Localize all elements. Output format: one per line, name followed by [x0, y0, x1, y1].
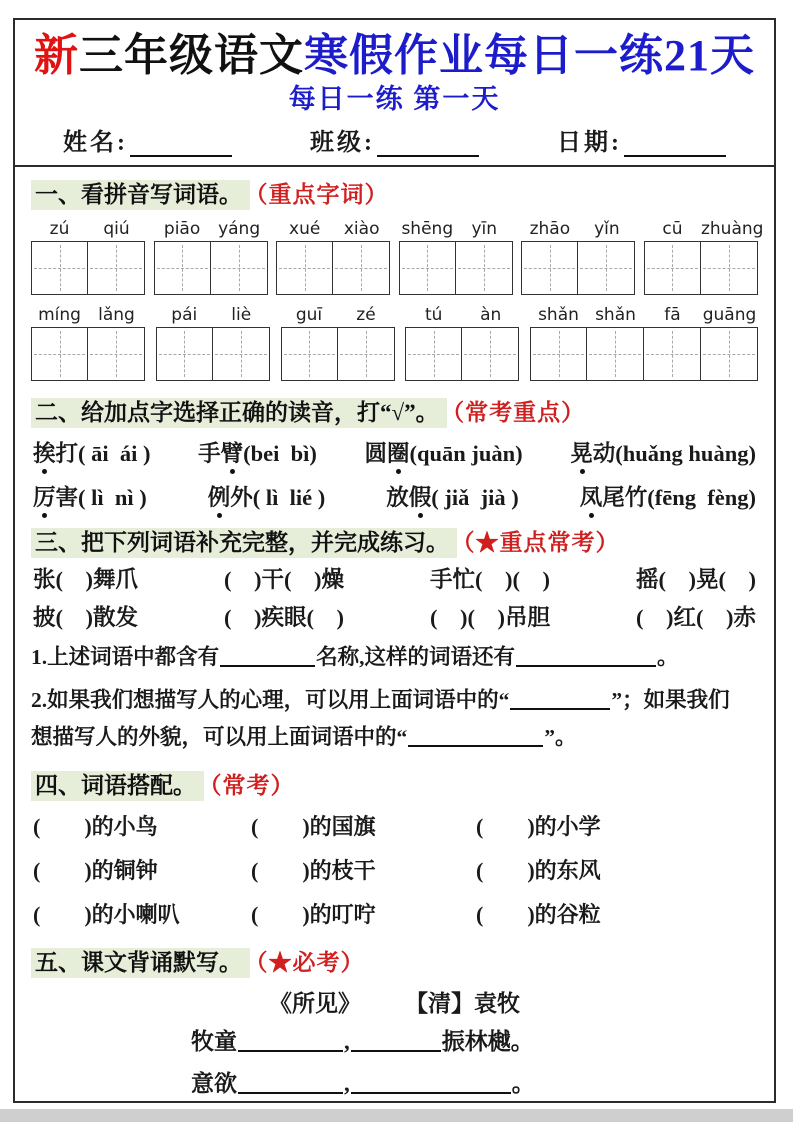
- pinyin-syllable: pái: [171, 305, 198, 325]
- pinyin-syllable: zú: [49, 219, 70, 239]
- pinyin-group: [281, 303, 395, 381]
- word-completion-item[interactable]: 摇( )晃( ): [636, 567, 756, 592]
- dotted-char: 挨: [33, 441, 56, 466]
- section-3-heading: [31, 527, 758, 559]
- word-completion-item[interactable]: ( )红( )赤: [636, 605, 756, 630]
- word-completion-item[interactable]: 手忙( )( ): [430, 567, 550, 592]
- class-field: [310, 122, 479, 157]
- writing-box[interactable]: [276, 241, 333, 295]
- question-1: 1.上述词语中都含有 名称,这样的词语还有 。: [31, 645, 679, 669]
- pronunciation-item[interactable]: 挨打( āi ái ): [33, 441, 151, 466]
- class-blank[interactable]: [377, 129, 479, 157]
- dotted-char: 凤: [579, 485, 603, 510]
- student-info-row: [15, 116, 774, 157]
- pronunciation-item[interactable]: 手臂(bei bì): [198, 441, 317, 466]
- writing-box[interactable]: [154, 241, 211, 295]
- answer-blank[interactable]: [516, 644, 656, 668]
- poem-line-1: 牧童 , 振林樾。: [191, 1029, 534, 1054]
- writing-box[interactable]: [281, 327, 338, 381]
- pinyin-syllable: zhāo: [529, 219, 571, 239]
- pinyin-syllable: yīn: [471, 219, 498, 239]
- pinyin-syllable: lǎng: [98, 305, 135, 325]
- section-4-title: 四、词语搭配。: [31, 771, 204, 801]
- word-match-item[interactable]: ( )的小鸟: [33, 814, 158, 839]
- writing-box[interactable]: [213, 327, 270, 381]
- word-match-grid: [33, 810, 756, 929]
- poem-line-2: 意欲 , 。: [191, 1071, 535, 1096]
- title-part-grade: 三年级语文: [79, 31, 304, 80]
- pinyin-syllable: xué: [289, 219, 321, 239]
- section-1-tag: （重点字词）: [256, 182, 389, 207]
- pronunciation-item[interactable]: 放假( jiǎ jià ): [386, 485, 519, 510]
- dotted-char: 厉: [33, 485, 56, 510]
- answer-blank[interactable]: [510, 687, 610, 711]
- writing-box[interactable]: [405, 327, 462, 381]
- pinyin-group: [31, 303, 145, 381]
- date-blank[interactable]: [624, 129, 726, 157]
- dotted-char: 晃: [570, 441, 593, 466]
- word-match-item[interactable]: ( )的国旗: [251, 814, 376, 839]
- section-4-tag: （常考）: [210, 773, 295, 798]
- page-title: [15, 30, 774, 82]
- pronunciation-item[interactable]: 厉害( lì nì ): [33, 485, 147, 510]
- pinyin-syllable: guāng: [702, 305, 757, 325]
- writing-box[interactable]: [211, 241, 268, 295]
- pronunciation-item[interactable]: 例外( lì lié ): [207, 485, 326, 510]
- pinyin-syllable: shēng: [401, 219, 454, 239]
- section-1-title: 一、看拼音写词语。: [31, 180, 250, 210]
- section-2-title: 二、给加点字选择正确的读音，打“√”。: [31, 398, 447, 428]
- dotted-char: 假: [408, 485, 432, 510]
- pinyin-group: [399, 217, 513, 295]
- writing-box[interactable]: [88, 241, 145, 295]
- dotted-char: 例: [207, 485, 231, 510]
- writing-box[interactable]: [31, 241, 88, 295]
- pinyin-group: [530, 303, 758, 381]
- name-blank[interactable]: [130, 129, 232, 157]
- section-2-tag: （常考重点）: [452, 400, 586, 425]
- pinyin-group: [644, 217, 764, 295]
- section-3-tag: （★重点常考）: [463, 530, 620, 555]
- writing-box[interactable]: [338, 327, 395, 381]
- writing-box[interactable]: [701, 241, 758, 295]
- pronunciation-item[interactable]: 凤尾竹(fēng fèng): [579, 485, 756, 510]
- dotted-char: 圈: [386, 441, 410, 466]
- section-1-heading: [31, 179, 758, 211]
- word-match-item[interactable]: ( )的枝干: [251, 858, 376, 883]
- poem-author: 【清】袁牧: [405, 991, 520, 1016]
- writing-box[interactable]: [644, 241, 701, 295]
- word-match-item[interactable]: ( )的铜钟: [33, 858, 158, 883]
- name-label: 姓名:: [63, 130, 128, 156]
- pinyin-row-2: [31, 303, 758, 381]
- pronunciation-line-2: [33, 483, 756, 513]
- page-subtitle: 每日一练 第一天: [288, 84, 501, 114]
- writing-box[interactable]: [521, 241, 578, 295]
- name-field: [63, 122, 232, 157]
- word-completion-item[interactable]: ( )疾眼( ): [224, 605, 344, 630]
- pinyin-syllable: yáng: [218, 219, 261, 239]
- question-2: 2.如果我们想描写人的心理，可以用上面词语中的“ ”；如果我们 想描写人的外貌，可以用上面词语中的“ ”。: [31, 688, 730, 749]
- pinyin-group: [31, 217, 145, 295]
- word-match-item[interactable]: ( )的小学: [476, 814, 601, 839]
- writing-box[interactable]: [456, 241, 513, 295]
- poem-title-row: [31, 987, 758, 1021]
- word-completion-item[interactable]: 张( )舞爪: [33, 567, 138, 592]
- pinyin-syllable: àn: [480, 305, 502, 325]
- pinyin-syllable: shǎn: [538, 305, 579, 325]
- title-part-homework: 寒假作业每日一练21天: [304, 31, 755, 80]
- pinyin-syllable: míng: [38, 305, 81, 325]
- pinyin-syllable: tú: [425, 305, 443, 325]
- section-5-tag: （★必考）: [256, 950, 365, 975]
- writing-box[interactable]: [462, 327, 519, 381]
- word-completion-line-2: [33, 601, 756, 635]
- answer-blank[interactable]: [238, 1027, 343, 1052]
- answer-blank[interactable]: [220, 644, 315, 668]
- section-5-title: 五、课文背诵默写。: [31, 948, 250, 978]
- pinyin-group: [276, 217, 390, 295]
- pinyin-group: [405, 303, 519, 381]
- section-5-heading: [31, 947, 758, 979]
- pinyin-group: [521, 217, 635, 295]
- worksheet-content: [15, 167, 774, 1103]
- pinyin-syllable: shǎn: [595, 305, 636, 325]
- word-match-item[interactable]: ( )的叮咛: [251, 902, 376, 927]
- page-border: [13, 18, 776, 1103]
- writing-box[interactable]: [399, 241, 456, 295]
- section-3-title: 三、把下列词语补充完整，并完成练习。: [31, 528, 457, 558]
- word-completion-item[interactable]: 披( )散发: [33, 605, 138, 630]
- writing-box[interactable]: [88, 327, 145, 381]
- pinyin-row-1: [31, 217, 764, 295]
- pinyin-syllable: yǐn: [594, 219, 620, 239]
- answer-blank[interactable]: [351, 1069, 511, 1094]
- pinyin-syllable: liè: [231, 305, 252, 325]
- pinyin-syllable: piāo: [163, 219, 201, 239]
- answer-blank[interactable]: [351, 1027, 441, 1052]
- pinyin-syllable: zé: [356, 305, 376, 325]
- word-completion-item[interactable]: ( )( )吊胆: [430, 605, 550, 630]
- answer-blank[interactable]: [408, 724, 543, 748]
- title-part-new: 新: [34, 31, 79, 80]
- pronunciation-item[interactable]: 圆圈(quān juàn): [364, 441, 523, 466]
- pronunciation-item[interactable]: 晃动(huǎng huàng): [570, 441, 756, 466]
- writing-box[interactable]: [644, 327, 701, 381]
- date-label: 日期:: [557, 130, 622, 156]
- answer-blank[interactable]: [238, 1069, 343, 1094]
- pinyin-syllable: xiào: [343, 219, 380, 239]
- writing-box[interactable]: [530, 327, 587, 381]
- word-completion-line-1: [33, 563, 756, 597]
- section-2-heading: [31, 397, 758, 429]
- date-field: [557, 122, 726, 157]
- pinyin-syllable: qiú: [103, 219, 130, 239]
- writing-box[interactable]: [701, 327, 758, 381]
- pinyin-syllable: cū: [662, 219, 683, 239]
- writing-box[interactable]: [156, 327, 213, 381]
- pinyin-syllable: zhuàng: [700, 219, 764, 239]
- writing-box[interactable]: [578, 241, 635, 295]
- pinyin-group: [156, 303, 270, 381]
- writing-box[interactable]: [333, 241, 390, 295]
- word-match-item[interactable]: ( )的小喇叭: [33, 902, 180, 927]
- page-bottom-edge: [0, 1109, 793, 1122]
- class-label: 班级:: [310, 130, 375, 156]
- word-match-item[interactable]: ( )的谷粒: [476, 902, 601, 927]
- writing-box[interactable]: [587, 327, 644, 381]
- word-completion-item[interactable]: ( )干( )燥: [224, 567, 344, 592]
- dotted-char: 臂: [220, 441, 244, 466]
- pronunciation-line-1: [33, 439, 756, 469]
- poem-title: 《所见》: [269, 991, 361, 1016]
- pinyin-syllable: fā: [664, 305, 681, 325]
- word-match-item[interactable]: ( )的东风: [476, 858, 601, 883]
- section-4-heading: [31, 770, 758, 802]
- pinyin-group: [154, 217, 268, 295]
- pinyin-syllable: guī: [295, 305, 323, 325]
- writing-box[interactable]: [31, 327, 88, 381]
